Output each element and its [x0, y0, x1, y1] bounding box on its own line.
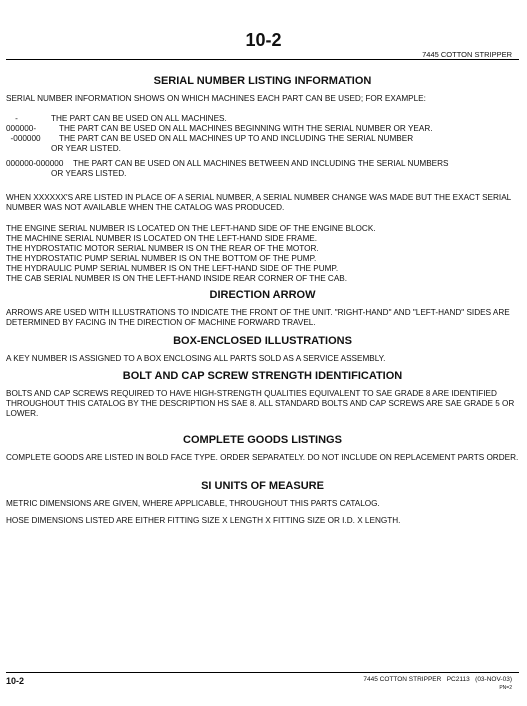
serial-row-2: 000000- THE PART CAN BE USED ON ALL MACHINES BEGINNING WITH THE SERIAL NUMBER OR YEAR.	[6, 124, 433, 133]
heading-si: SI UNITS OF MEASURE	[201, 480, 324, 492]
serial-intro: SERIAL NUMBER INFORMATION SHOWS ON WHICH MACHINES EACH PART CAN BE USED; FOR EXAMPLE:	[6, 94, 426, 103]
serial-xxxx-note: WHEN XXXXXX'S ARE LISTED IN PLACE OF A SERIAL NUMBER, A SERIAL NUMBER CHANGE WAS MADE BUT THE EXACT SERIAL NUMBER WAS NOT AVAILABLE WHEN THE CATALOG WAS PRODUCED.	[6, 193, 511, 212]
serial-row-4-cont: OR YEARS LISTED.	[51, 169, 127, 178]
complete-body: COMPLETE GOODS ARE LISTED IN BOLD FACE TYPE. ORDER SEPARATELY. DO NOT INCLUDE ON REPLACEMENT PARTS ORDER.	[6, 453, 519, 462]
direction-body: ARROWS ARE USED WITH ILLUSTRATIONS TO INDICATE THE FRONT OF THE UNIT. "RIGHT-HAND" AND "LEFT-HAND" SIDES ARE DETERMINED BY FACING IN THE DIRECTION OF MACHINE FORWARD TRAVEL.	[6, 308, 510, 327]
heading-bolt: BOLT AND CAP SCREW STRENGTH IDENTIFICATION	[122, 370, 403, 382]
location-machine: THE MACHINE SERIAL NUMBER IS LOCATED ON THE LEFT-HAND SIDE FRAME.	[6, 234, 318, 243]
serial-row-1: - THE PART CAN BE USED ON ALL MACHINES.	[6, 114, 227, 123]
footer-pn: PN=2	[499, 685, 512, 691]
box-body: A KEY NUMBER IS ASSIGNED TO A BOX ENCLOSING ALL PARTS SOLD AS A SERVICE ASSEMBLY.	[6, 354, 386, 363]
location-hydro-motor: THE HYDROSTATIC MOTOR SERIAL NUMBER IS ON THE REAR OF THE MOTOR.	[6, 244, 319, 253]
serial-examples	[6, 114, 519, 179]
bottom-rule	[6, 672, 519, 673]
header-title: 7445 COTTON STRIPPER	[422, 50, 512, 59]
serial-row-3: -000000 THE PART CAN BE USED ON ALL MACHINES UP TO AND INCLUDING THE SERIAL NUMBER	[6, 134, 414, 143]
page-number: 10-2	[245, 30, 282, 50]
si-body-2: HOSE DIMENSIONS LISTED ARE EITHER FITTING SIZE X LENGTH X FITTING SIZE OR I.D. X LENGTH.	[6, 516, 401, 525]
heading-box: BOX-ENCLOSED ILLUSTRATIONS	[173, 335, 352, 347]
heading-direction: DIRECTION ARROW	[209, 289, 316, 301]
location-engine: THE ENGINE SERIAL NUMBER IS LOCATED ON THE LEFT-HAND SIDE OF THE ENGINE BLOCK.	[6, 224, 376, 233]
footer-info: 7445 COTTON STRIPPER PC2113 (03-NOV-03)	[363, 676, 512, 683]
location-hydro-pump: THE HYDROSTATIC PUMP SERIAL NUMBER IS ON THE BOTTOM OF THE PUMP.	[6, 254, 317, 263]
location-cab: THE CAB SERIAL NUMBER IS ON THE LEFT-HAND INSIDE REAR CORNER OF THE CAB.	[6, 274, 348, 283]
heading-complete: COMPLETE GOODS LISTINGS	[183, 434, 342, 446]
location-hydraulic-pump: THE HYDRAULIC PUMP SERIAL NUMBER IS ON THE LEFT-HAND SIDE OF THE PUMP.	[6, 264, 339, 273]
heading-serial: SERIAL NUMBER LISTING INFORMATION	[153, 75, 372, 87]
footer-page-number: 10-2	[6, 676, 25, 686]
top-rule	[6, 59, 519, 60]
serial-row-4: 000000-000000 THE PART CAN BE USED ON ALL MACHINES BETWEEN AND INCLUDING THE SERIAL NUMBERS	[6, 159, 449, 168]
footer-info-block	[363, 676, 512, 692]
si-body-1: METRIC DIMENSIONS ARE GIVEN, WHERE APPLICABLE, THROUGHOUT THIS PARTS CATALOG.	[6, 499, 380, 508]
serial-locations	[6, 224, 519, 284]
bolt-body: BOLTS AND CAP SCREWS REQUIRED TO HAVE HIGH-STRENGTH QUALITIES EQUIVALENT TO SAE GRADE 8 ARE IDENTIFIED THROUGHOUT THIS CATALOG BY THE DESCRIPTION HS SAE 8. ALL STANDARD BOLTS AND CAP SCREWS ARE SAE GRADE 5 OR LOWER.	[6, 389, 515, 418]
serial-row-3-cont: OR YEAR LISTED.	[51, 144, 121, 153]
page-content	[6, 64, 519, 526]
